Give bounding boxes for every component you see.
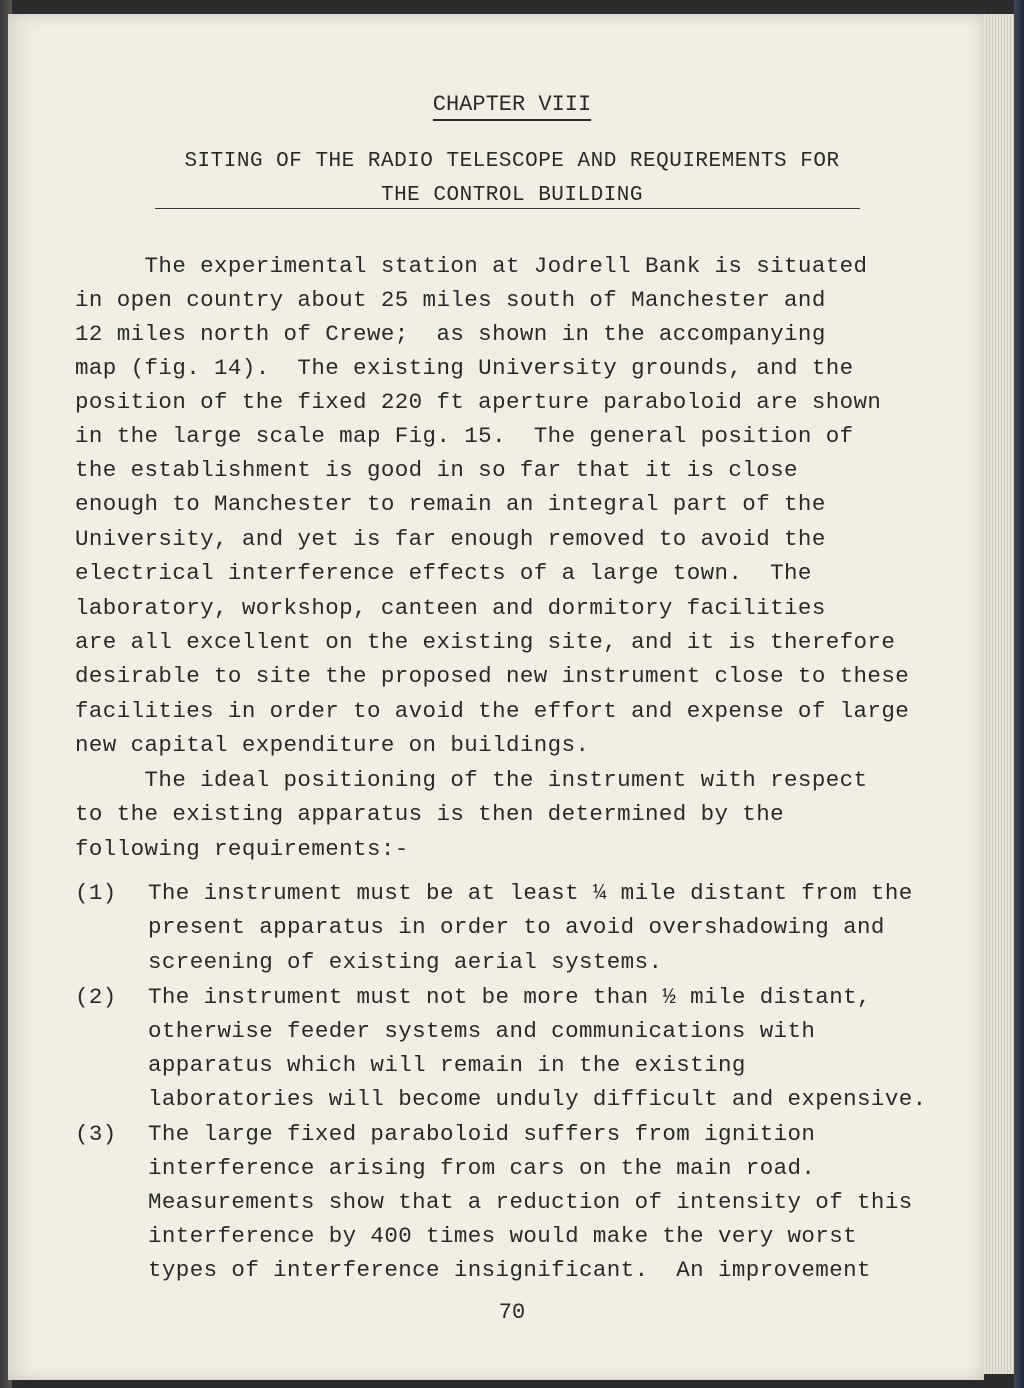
paragraph-1-line: new capital expenditure on buildings. (75, 732, 590, 758)
title-underline (155, 208, 860, 209)
paragraph-1-line: map (fig. 14). The existing University grounds, and the (75, 355, 854, 381)
paragraph-1-line: The experimental station at Jodrell Bank is situated (75, 253, 868, 279)
paragraph-1-line: are all excellent on the existing site, and it is therefore (75, 629, 896, 655)
item-1-line: screening of existing aerial systems. (148, 949, 663, 975)
item-2-line: laboratories will become unduly difficult and expensive. (148, 1086, 927, 1112)
item-3-number: (3) (75, 1121, 117, 1147)
item-1-number: (1) (75, 880, 117, 906)
paragraph-1-line: position of the fixed 220 ft aperture paraboloid are shown (75, 389, 882, 415)
chapter-heading (0, 92, 1024, 117)
paragraph-1-line: electrical interference effects of a large town. The (75, 560, 812, 586)
paragraph-1-line: University, and yet is far enough removed to avoid the (75, 526, 826, 552)
item-3-line: types of interference insignificant. An improvement (148, 1257, 871, 1283)
item-2-line: apparatus which will remain in the existing (148, 1052, 746, 1078)
item-3-line: interference by 400 times would make the very worst (148, 1223, 858, 1249)
chapter-heading-text: CHAPTER VIII (433, 92, 591, 121)
paragraph-1-line: enough to Manchester to remain an integral part of the (75, 491, 826, 517)
item-3-line: interference arising from cars on the main road. (148, 1155, 816, 1181)
paragraph-1-line: the establishment is good in so far that it is close (75, 457, 798, 483)
chapter-title-line-1: SITING OF THE RADIO TELESCOPE AND REQUIREMENTS FOR (184, 150, 840, 173)
paragraph-1-line: in the large scale map Fig. 15. The general position of (75, 423, 854, 449)
item-2-line: The instrument must not be more than ½ mile distant, (148, 984, 871, 1010)
paragraph-2-line: The ideal positioning of the instrument with respect (75, 767, 868, 793)
page-edges (984, 14, 1016, 1374)
paragraph-1-line: in open country about 25 miles south of Manchester and (75, 287, 826, 313)
paragraph-1-line: desirable to site the proposed new instrument close to these (75, 663, 910, 689)
book-cover-edge (1014, 0, 1024, 1388)
paragraph-1-line: 12 miles north of Crewe; as shown in the accompanying (75, 321, 826, 347)
item-2-number: (2) (75, 984, 117, 1010)
item-1-line: The instrument must be at least ¼ mile distant from the (148, 880, 913, 906)
scan-top-border (0, 0, 1024, 14)
paragraph-2-line: following requirements:- (75, 836, 409, 862)
paragraph-1-line: laboratory, workshop, canteen and dormitory facilities (75, 595, 826, 621)
chapter-title-line-2: THE CONTROL BUILDING (380, 184, 644, 207)
paragraph-2-line: to the existing apparatus is then determined by the (75, 801, 785, 827)
item-3-line: Measurements show that a reduction of intensity of this (148, 1189, 913, 1215)
page-number: 70 (498, 1300, 526, 1325)
item-2-line: otherwise feeder systems and communications with (148, 1018, 816, 1044)
item-1-line: present apparatus in order to avoid overshadowing and (148, 914, 885, 940)
paragraph-1-line: facilities in order to avoid the effort and expense of large (75, 698, 910, 724)
item-3-line: The large fixed paraboloid suffers from ignition (148, 1121, 816, 1147)
